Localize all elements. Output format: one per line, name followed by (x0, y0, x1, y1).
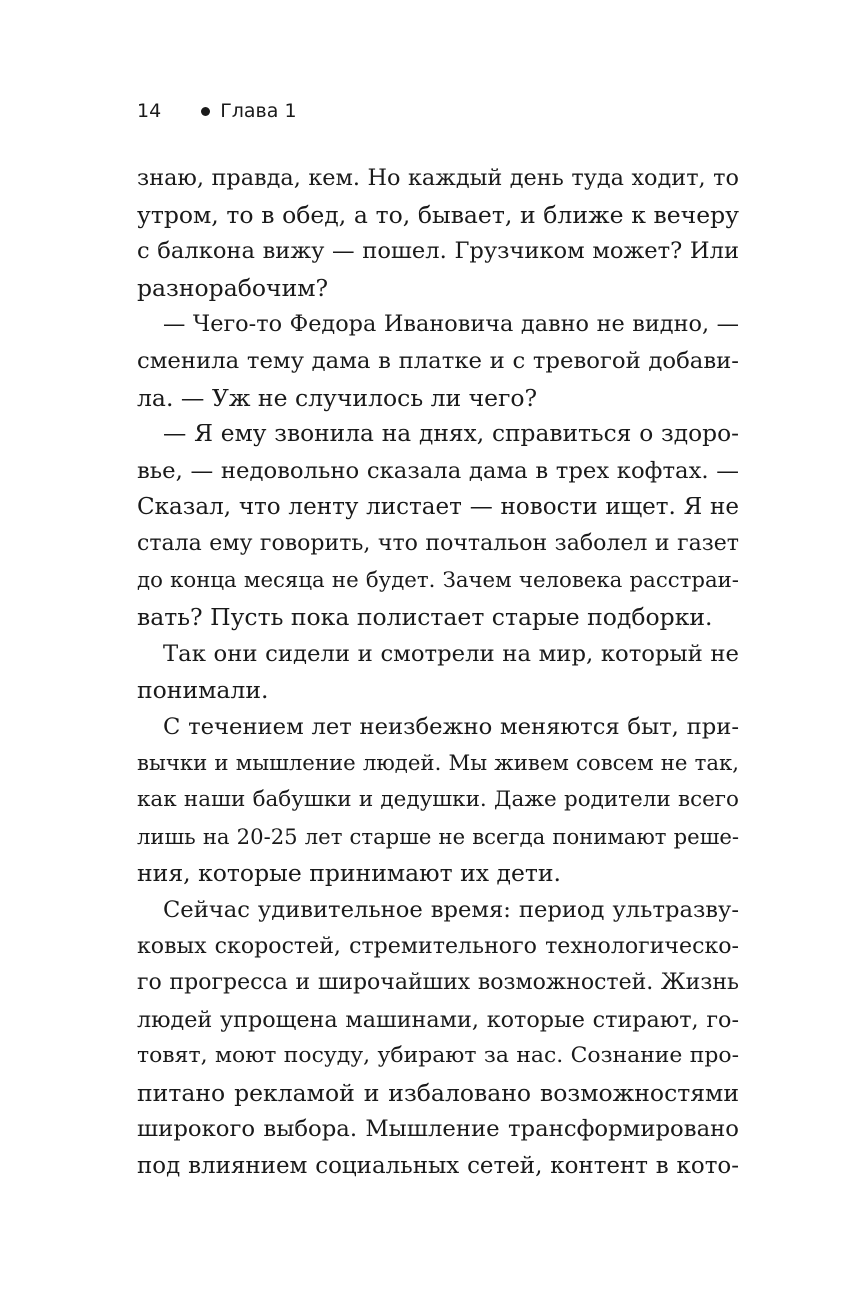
text-line: с балкона вижу — пошел. Грузчиком может? Или (137, 238, 739, 265)
paragraph (137, 709, 739, 892)
paragraph (137, 892, 739, 1185)
body-text (137, 160, 739, 1185)
text-line: товят, моют посуду, убирают за нас. Сознание про- (137, 1043, 739, 1069)
text-line: сменила тему дама в платке и с тревогой добави- (137, 347, 739, 374)
text-line: вычки и мышление людей. Мы живем совсем не так, (137, 750, 739, 776)
running-head (137, 96, 297, 126)
paragraph (137, 160, 739, 306)
text-line: широкого выбора. Мышление трансформировано (137, 1116, 739, 1143)
text-line: разнорабочим? (137, 273, 329, 302)
text-line: как наши бабушки и дедушки. Даже родители всего (137, 787, 739, 813)
page-number: 14 (137, 100, 162, 122)
text-line: питано рекламой и избаловано возможностями (137, 1078, 739, 1107)
text-line: Сказал, что ленту листает — новости ищет. Я не (137, 494, 739, 521)
text-line: понимали. (137, 676, 269, 705)
text-line: Так они сидели и смотрели на мир, который не (163, 640, 739, 667)
text-line: ковых скоростей, стремительного технологическо- (137, 933, 739, 960)
paragraph (137, 636, 739, 709)
text-line: — Я ему звонила на днях, справиться о здоро- (163, 420, 739, 448)
text-line: до конца месяца не будет. Зачем человека расстраи- (137, 567, 739, 593)
paragraph (137, 416, 739, 636)
text-line: С течением лет неизбежно меняются быт, при- (163, 713, 739, 740)
text-line: Сейчас удивительное время: период ультразву- (163, 896, 739, 923)
paragraph (137, 306, 739, 416)
text-line: людей упрощена машинами, которые стирают, го- (137, 1006, 739, 1033)
text-line: под влиянием социальных сетей, контент в кото- (137, 1153, 739, 1180)
text-line: знаю, правда, кем. Но каждый день туда ходит, то (137, 165, 739, 191)
text-line: ла. — Уж не случилось ли чего? (137, 383, 538, 412)
text-line: ния, которые принимают их дети. (137, 859, 562, 888)
text-line: вье, — недовольно сказала дама в трех кофтах. — (137, 457, 739, 484)
text-line: го прогресса и широчайших возможностей. Жизнь (137, 970, 739, 996)
text-line: стала ему говорить, что почтальон заболел и газет (137, 530, 739, 556)
text-line: лишь на 20-25 лет старше не всегда понимают реше- (137, 823, 739, 849)
text-line: вать? Пусть пока полистает старые подборки. (137, 603, 713, 632)
bullet-icon (201, 107, 210, 116)
chapter-title: Глава 1 (220, 100, 297, 122)
text-line: — Чего-то Федора Ивановича давно не видно, — (163, 311, 739, 338)
text-line: утром, то в обед, а то, бывает, и ближе к вечеру (137, 200, 739, 229)
